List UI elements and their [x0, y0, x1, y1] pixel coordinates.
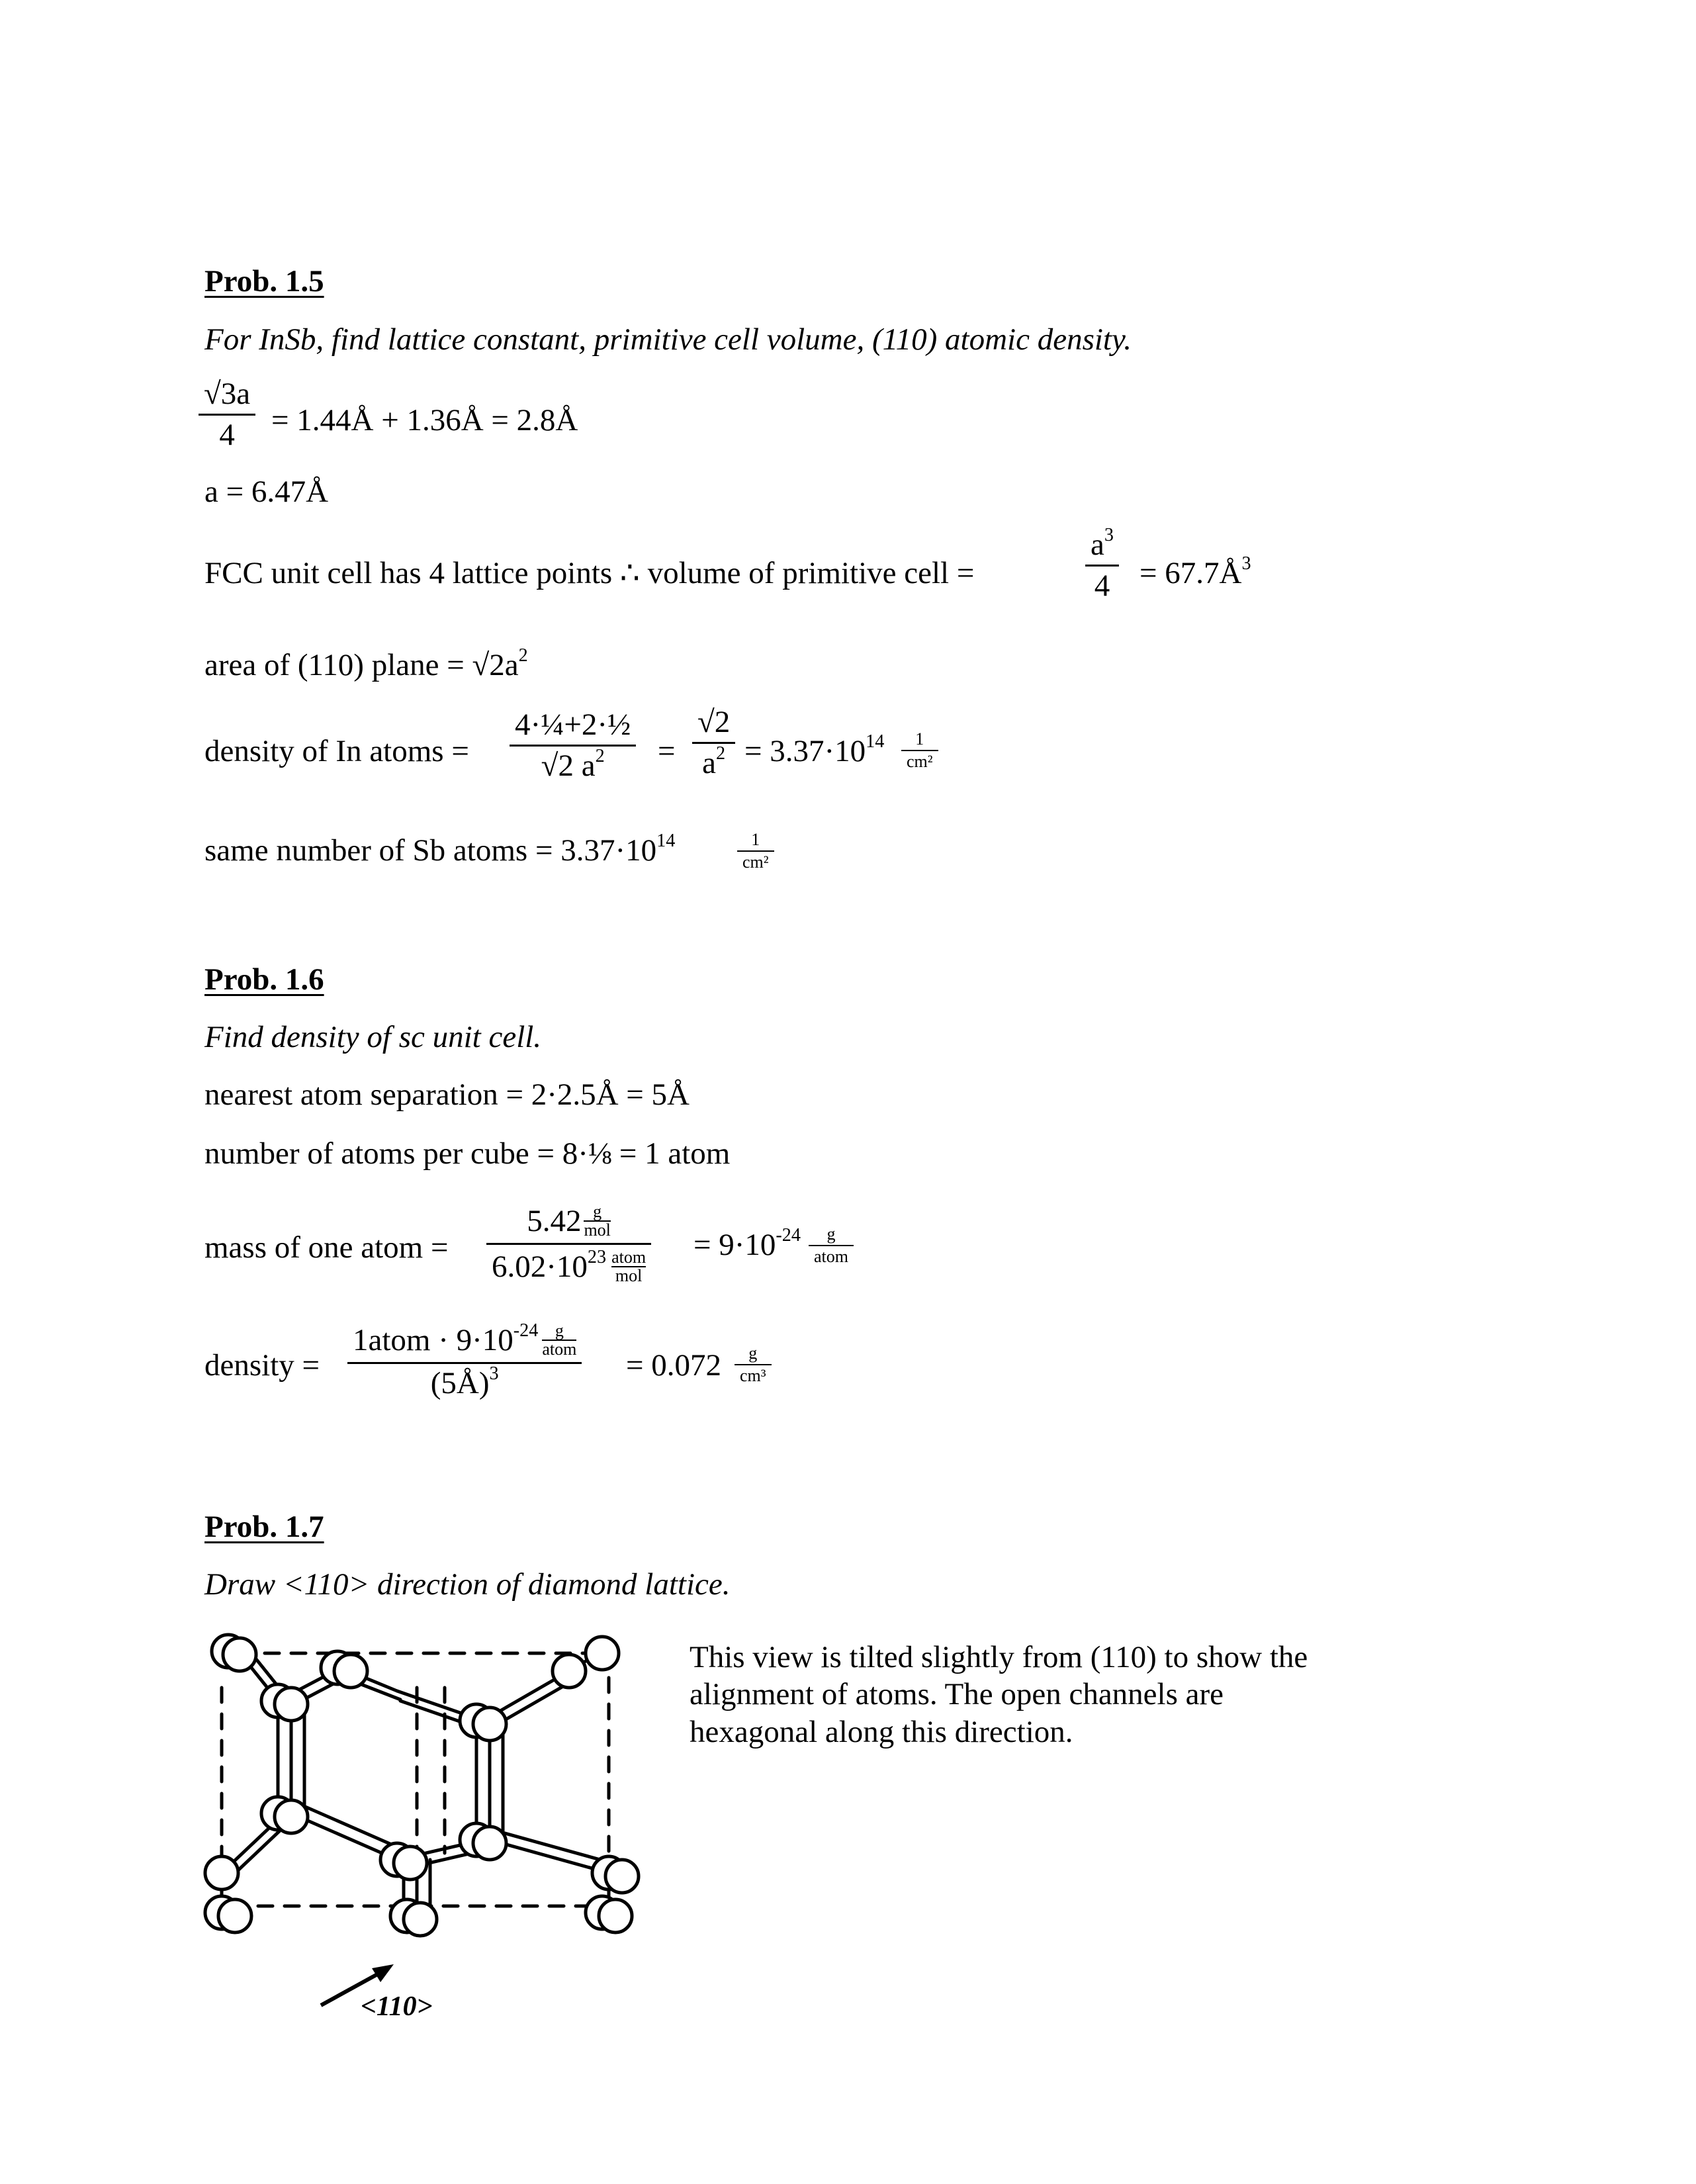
fraction-bar: [199, 414, 255, 416]
unit-denominator: cm²: [742, 852, 769, 872]
g-per-cm3-unit: [735, 1345, 772, 1385]
mass-label: mass of one atom =: [204, 1230, 449, 1265]
prob-1-5-statement: For InSb, find lattice constant, primitive cell volume, (110) atomic density.: [204, 322, 1132, 357]
unit-bar: [901, 750, 938, 751]
sb-density-text: same number of Sb atoms = $3.37\cdot 10^{14}$: [204, 830, 676, 868]
diagram-caption: This view is tilted slightly from (110) to show the alignment of atoms. The open channels are hexagonal along this direction.: [690, 1640, 1308, 1749]
fraction-numerator: 4·¼+2·½: [515, 707, 631, 742]
density-result: = 0.072: [626, 1348, 722, 1383]
prob-1-5-heading: Prob. 1.5: [204, 264, 324, 298]
fraction-numerator: $a^3$: [1091, 524, 1114, 562]
fcc-volume-text: FCC unit cell has 4 lattice points ∴ volume of primitive cell =: [204, 556, 975, 590]
prob-1-6-heading: Prob. 1.6: [204, 962, 324, 997]
arrow-label: <110>: [361, 1991, 433, 2022]
atoms-per-cube: number of atoms per cube = 8·⅛ = 1 atom: [204, 1136, 731, 1171]
area-110-plane: area of (110) plane = $√2a^2$: [204, 645, 528, 682]
unit-denominator: cm³: [740, 1366, 766, 1385]
mass-result: = $9\cdot 10^{-24}$: [693, 1224, 801, 1262]
unit-denominator: cm²: [907, 752, 933, 771]
diamond-lattice-diagram: [199, 1615, 662, 2025]
fraction-bar: [347, 1362, 582, 1364]
prob-1-7-statement: Draw <110> direction of diamond lattice.: [204, 1567, 731, 1602]
per-cm2-unit: [901, 731, 938, 770]
density-label: density =: [204, 1348, 320, 1383]
per-cm2-unit: [737, 831, 774, 871]
g-per-atom-unit: [809, 1226, 854, 1265]
fraction-bar: [510, 745, 636, 747]
unit-numerator: 1: [915, 729, 924, 749]
fraction-denominator: $6.02\cdot 10^{23}$ atom mol: [492, 1246, 647, 1285]
in-density-result: = $3.37\cdot 10^{14}$: [744, 731, 885, 768]
lattice-constant-result: a = 6.47Å: [204, 475, 329, 509]
fraction-denominator: 4: [219, 418, 235, 452]
fraction-denominator: 4: [1094, 569, 1110, 603]
mass-fraction: [486, 1203, 651, 1285]
equals-sign: =: [658, 734, 676, 768]
in-density-fraction: [510, 709, 636, 782]
fraction-numerator: 5.42 g mol: [527, 1202, 611, 1240]
unit-numerator: g: [826, 1224, 836, 1244]
fraction-bar: [1085, 565, 1119, 567]
unit-bar: [737, 850, 774, 852]
fraction-bar: [486, 1243, 651, 1245]
unit-bar: [735, 1364, 772, 1365]
unit-numerator: g: [748, 1343, 758, 1363]
prob-1-6-statement: Find density of sc unit cell.: [204, 1020, 542, 1054]
fraction-denominator: √2 $a^2$: [541, 745, 605, 783]
volume-result: = $67.7Å^3$: [1139, 553, 1251, 590]
volume-fraction: [1085, 524, 1119, 603]
unit-bar: [809, 1245, 854, 1246]
nearest-atom-separation: nearest atom separation = 2·2.5Å = 5Å: [204, 1077, 690, 1112]
fraction-numerator: 1atom · $9\cdot 10^{-24}$ g atom: [353, 1320, 577, 1359]
fraction-numerator: √2: [697, 705, 731, 739]
density-fraction: [347, 1322, 582, 1399]
unit-denominator: atom: [814, 1247, 848, 1266]
in-density-fraction-2: [692, 707, 735, 779]
fraction-numerator: √3a: [204, 377, 251, 411]
fraction-bar: [692, 742, 735, 744]
prob-1-7-heading: Prob. 1.7: [204, 1510, 324, 1544]
lattice-equation-fraction: [199, 379, 255, 451]
unit-numerator: 1: [751, 830, 760, 849]
in-density-label: density of In atoms =: [204, 734, 469, 768]
fraction-denominator: $a^2$: [702, 743, 726, 780]
lattice-equation-rhs: = 1.44Å + 1.36Å = 2.8Å: [271, 403, 578, 437]
fraction-denominator: (5Å)$^3$: [430, 1363, 499, 1400]
